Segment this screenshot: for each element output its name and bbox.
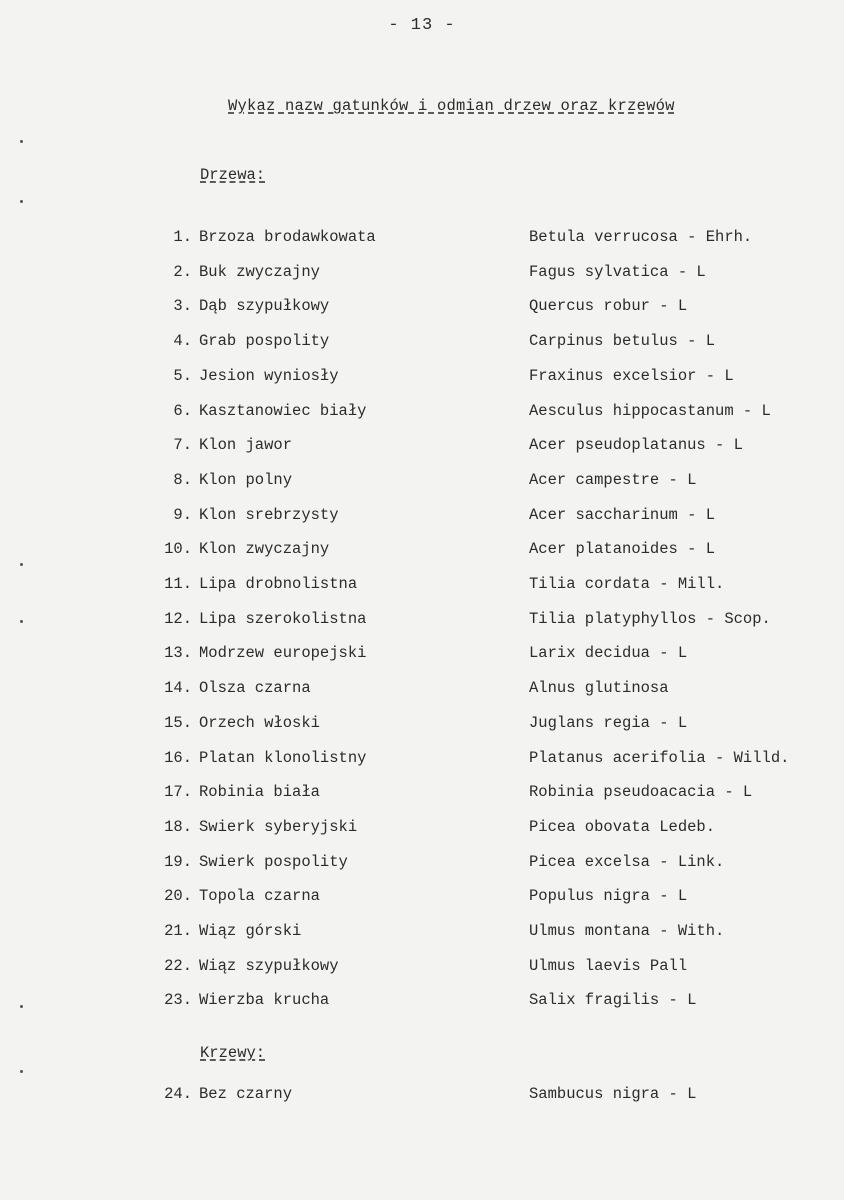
list-item (0, 712, 844, 734)
entry-common-name: Topola czarna (199, 887, 320, 906)
list-item (0, 295, 844, 317)
entry-number: 1. (173, 228, 192, 246)
document-title: Wykaz nazw gatunków i odmian drzew oraz krzewów (228, 97, 675, 115)
entry-latin-name: Betula verrucosa - Ehrh. (529, 228, 753, 246)
entry-latin-name: Ulmus laevis Pall (529, 956, 688, 975)
margin-dot (20, 200, 23, 203)
entry-number: 15. (164, 713, 192, 732)
entry-latin-name: Larix decidua - L (529, 644, 688, 663)
entry-common-name: Kasztanowiec biały (199, 401, 367, 420)
entry-common-name: Wiąz górski (199, 922, 302, 940)
entry-latin-name: Platanus acerifolia - Willd. (529, 748, 790, 767)
entry-number: 5. (173, 366, 192, 385)
entry-latin-name: Acer platanoides - L (529, 540, 716, 559)
entry-number: 17. (164, 783, 192, 802)
list-item (0, 677, 844, 699)
entry-number: 21. (164, 922, 192, 940)
entry-latin-name: Alnus glutinosa (529, 679, 669, 698)
entry-number: 24. (164, 1085, 192, 1103)
list-item (0, 261, 844, 283)
entry-common-name: Jesion wyniosły (199, 366, 339, 385)
margin-dot (20, 140, 23, 143)
entry-latin-name: Carpinus betulus - L (529, 332, 716, 351)
list-item (0, 920, 844, 942)
entry-common-name: Klon polny (199, 470, 293, 489)
margin-dot (20, 1070, 23, 1073)
entry-common-name: Lipa drobnolistna (199, 575, 358, 593)
margin-dot (20, 563, 23, 566)
entry-common-name: Orzech włoski (199, 713, 320, 732)
entry-number: 6. (173, 401, 192, 420)
entry-number: 4. (173, 332, 192, 351)
entry-latin-name: Acer saccharinum - L (529, 505, 716, 524)
entry-latin-name: Sambucus nigra - L (529, 1085, 697, 1103)
entry-number: 11. (164, 575, 192, 593)
entry-latin-name: Fraxinus excelsior - L (529, 366, 734, 385)
entry-common-name: Klon zwyczajny (199, 540, 330, 559)
list-item (0, 955, 844, 977)
entry-number: 3. (173, 297, 192, 316)
list-item (0, 747, 844, 769)
entry-number: 20. (164, 887, 192, 906)
list-item (0, 434, 844, 456)
entry-latin-name: Populus nigra - L (529, 887, 688, 906)
margin-dot (20, 1005, 23, 1008)
entry-common-name: Lipa szerokolistna (199, 609, 367, 628)
list-item (0, 538, 844, 560)
list-item (0, 989, 844, 1011)
entry-number: 18. (164, 817, 192, 836)
entry-number: 13. (164, 644, 192, 663)
entry-latin-name: Tilia cordata - Mill. (529, 575, 725, 593)
entry-number: 22. (164, 956, 192, 975)
entry-latin-name: Picea obovata Ledeb. (529, 817, 716, 836)
entry-number: 19. (164, 852, 192, 871)
entry-number: 8. (173, 470, 192, 489)
list-item (0, 226, 844, 248)
entry-common-name: Brzoza brodawkowata (199, 228, 376, 246)
entry-number: 14. (164, 679, 192, 698)
list-item (0, 608, 844, 630)
entry-number: 12. (164, 609, 192, 628)
entry-latin-name: Aesculus hippocastanum - L (529, 401, 771, 420)
section-heading-shrubs: Krzewy: (200, 1044, 266, 1062)
entry-latin-name: Robinia pseudoacacia - L (529, 783, 753, 802)
list-item (0, 1083, 844, 1105)
entry-number: 2. (173, 262, 192, 281)
list-item (0, 469, 844, 491)
entry-common-name: Robinia biała (199, 783, 320, 802)
entry-common-name: Wierzba krucha (199, 991, 330, 1010)
list-item (0, 642, 844, 664)
list-item (0, 573, 844, 595)
entry-latin-name: Ulmus montana - With. (529, 922, 725, 940)
entry-latin-name: Tilia platyphyllos - Scop. (529, 609, 771, 628)
entry-common-name: Wiąz szypułkowy (199, 956, 339, 975)
entry-latin-name: Juglans regia - L (529, 713, 688, 732)
entry-number: 10. (164, 540, 192, 559)
section-heading-trees: Drzewa: (200, 166, 266, 184)
entry-common-name: Modrzew europejski (199, 644, 367, 663)
entry-latin-name: Fagus sylvatica - L (529, 262, 706, 281)
entry-common-name: Swierk pospolity (199, 852, 348, 871)
list-item (0, 816, 844, 838)
margin-dot (20, 620, 23, 623)
entry-common-name: Klon jawor (199, 436, 293, 455)
list-item (0, 851, 844, 873)
entry-common-name: Bez czarny (199, 1085, 293, 1103)
entry-number: 9. (173, 505, 192, 524)
entry-common-name: Swierk syberyjski (199, 817, 358, 836)
entry-latin-name: Acer campestre - L (529, 470, 697, 489)
list-item (0, 330, 844, 352)
entry-latin-name: Salix fragilis - L (529, 991, 697, 1010)
list-item (0, 504, 844, 526)
entry-common-name: Dąb szypułkowy (199, 297, 330, 316)
list-item (0, 400, 844, 422)
list-item (0, 885, 844, 907)
entry-common-name: Grab pospolity (199, 332, 330, 351)
entry-number: 23. (164, 991, 192, 1010)
entry-common-name: Platan klonolistny (199, 748, 367, 767)
entry-common-name: Buk zwyczajny (199, 262, 320, 281)
entry-latin-name: Quercus robur - L (529, 297, 688, 316)
list-item (0, 365, 844, 387)
page-number: - 13 - (388, 16, 456, 35)
entry-common-name: Klon srebrzysty (199, 505, 339, 524)
entry-number: 16. (164, 748, 192, 767)
list-item (0, 781, 844, 803)
entry-latin-name: Picea excelsa - Link. (529, 852, 725, 871)
entry-common-name: Olsza czarna (199, 679, 311, 698)
entry-latin-name: Acer pseudoplatanus - L (529, 436, 743, 455)
entry-number: 7. (173, 436, 192, 455)
